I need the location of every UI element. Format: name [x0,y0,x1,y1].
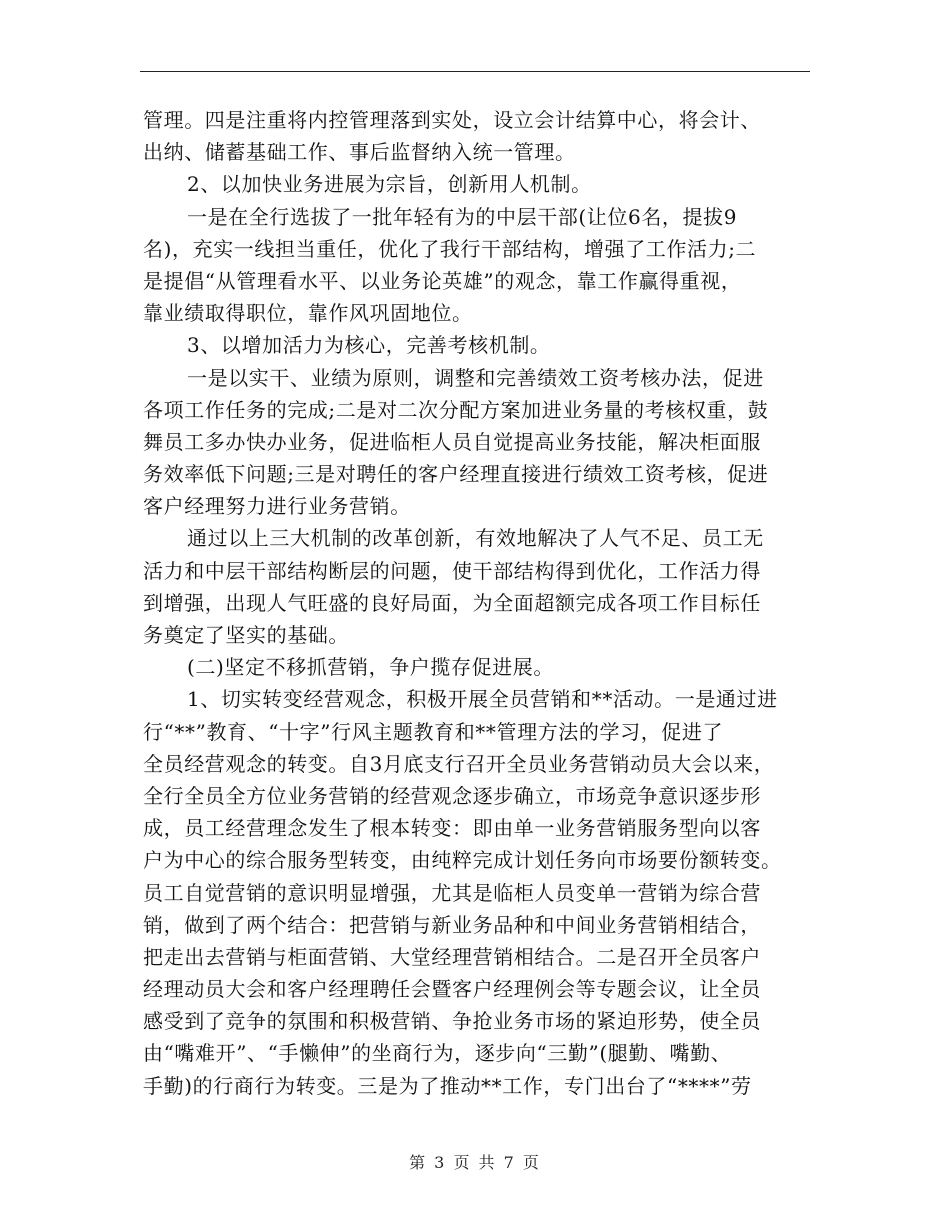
text-line: 全员经营观念的转变。自3月底支行召开全员业务营销动员大会以来， [143,751,775,776]
text-line: 户为中心的综合服务型转变，由纯粹完成计划任务向市场要份额转变。 [143,848,782,873]
text-line: 出纳、储蓄基础工作、事后监督纳入统一管理。 [143,140,576,165]
text-line: 2、以加快业务进展为宗旨，创新用人机制。 [187,172,592,197]
text-line: 名)，充实一线担当重任，优化了我行干部结构，增强了工作活力;二 [143,236,757,261]
text-line: 由“嘴难开”、“手懒伸”的坐商行为，逐步向“三勤”(腿勤、嘴勤、 [143,1041,732,1066]
text-line: 务奠定了坚实的基础。 [143,623,349,647]
text-line: 一是在全行选拔了一批年轻有为的中层干部(让位6名，提拔9 [187,204,738,229]
text-line: 是提倡“从管理看水平、以业务论英雄”的观念，靠工作赢得重视， [143,268,742,293]
text-line: 全行全员全方位业务营销的经营观念逐步确立，市场竞争意识逐步形 [143,783,761,808]
text-line: 员工自觉营销的意识明显增强，尤其是临柜人员变单一营销为综合营 [143,880,761,905]
text-line: 管理。四是注重将内控管理落到实处，设立会计结算中心，将会计、 [143,108,761,132]
text-line: 靠业绩取得职位，靠作风巩固地位。 [143,301,473,326]
text-line: 销，做到了两个结合：把营销与新业务品种和中间业务营销相结合， [143,912,761,937]
page-number-footer: 第 3 页 共 7 页 [409,1153,541,1172]
text-line: 一是以实干、业绩为原则，调整和完善绩效工资考核办法，促进 [187,365,764,390]
text-line: 1、切实转变经营观念，积极开展全员营销和**活动。一是通过进 [187,687,778,712]
text-line: 通过以上三大机制的改革创新，有效地解决了人气不足、员工无 [187,526,764,551]
text-line: 经理动员大会和客户经理聘任会暨客户经理例会等专题会议，让全员 [143,977,761,1002]
text-line: 行“**”教育、“十字”行风主题教育和**管理方法的学习，促进了 [143,719,724,744]
text-line: 3、以增加活力为核心，完善考核机制。 [187,333,551,358]
text-line: 务效率低下问题;三是对聘任的客户经理直接进行绩效工资考核，促进 [143,462,769,487]
text-line: 手勤)的行商行为转变。三是为了推动**工作，专门出台了“****”劳 [143,1073,752,1098]
text-line: 舞员工多办快办业务，促进临柜人员自觉提高业务技能，解决柜面服 [143,429,761,454]
text-line: 活力和中层干部结构断层的问题，使干部结构得到优化，工作活力得 [143,558,761,583]
header-rule [140,71,810,72]
text-line: 到增强，出现人气旺盛的良好局面，为全面超额完成各项工作目标任 [143,590,761,615]
text-line: 把走出去营销与柜面营销、大堂经理营销相结合。二是召开全员客户 [143,944,761,969]
text-line: 感受到了竞争的氛围和积极营销、争抢业务市场的紧迫形势，使全员 [143,1009,761,1034]
text-line: 成，员工经营理念发生了根本转变：即由单一业务营销服务型向以客 [143,816,761,841]
text-line: 各项工作任务的完成;二是对二次分配方案加进业务量的考核权重，鼓 [143,397,769,422]
document-body [143,104,833,1102]
text-line: 客户经理努力进行业务营销。 [143,494,411,519]
text-line: (二)坚定不移抓营销，争户揽存促进展。 [187,655,555,680]
